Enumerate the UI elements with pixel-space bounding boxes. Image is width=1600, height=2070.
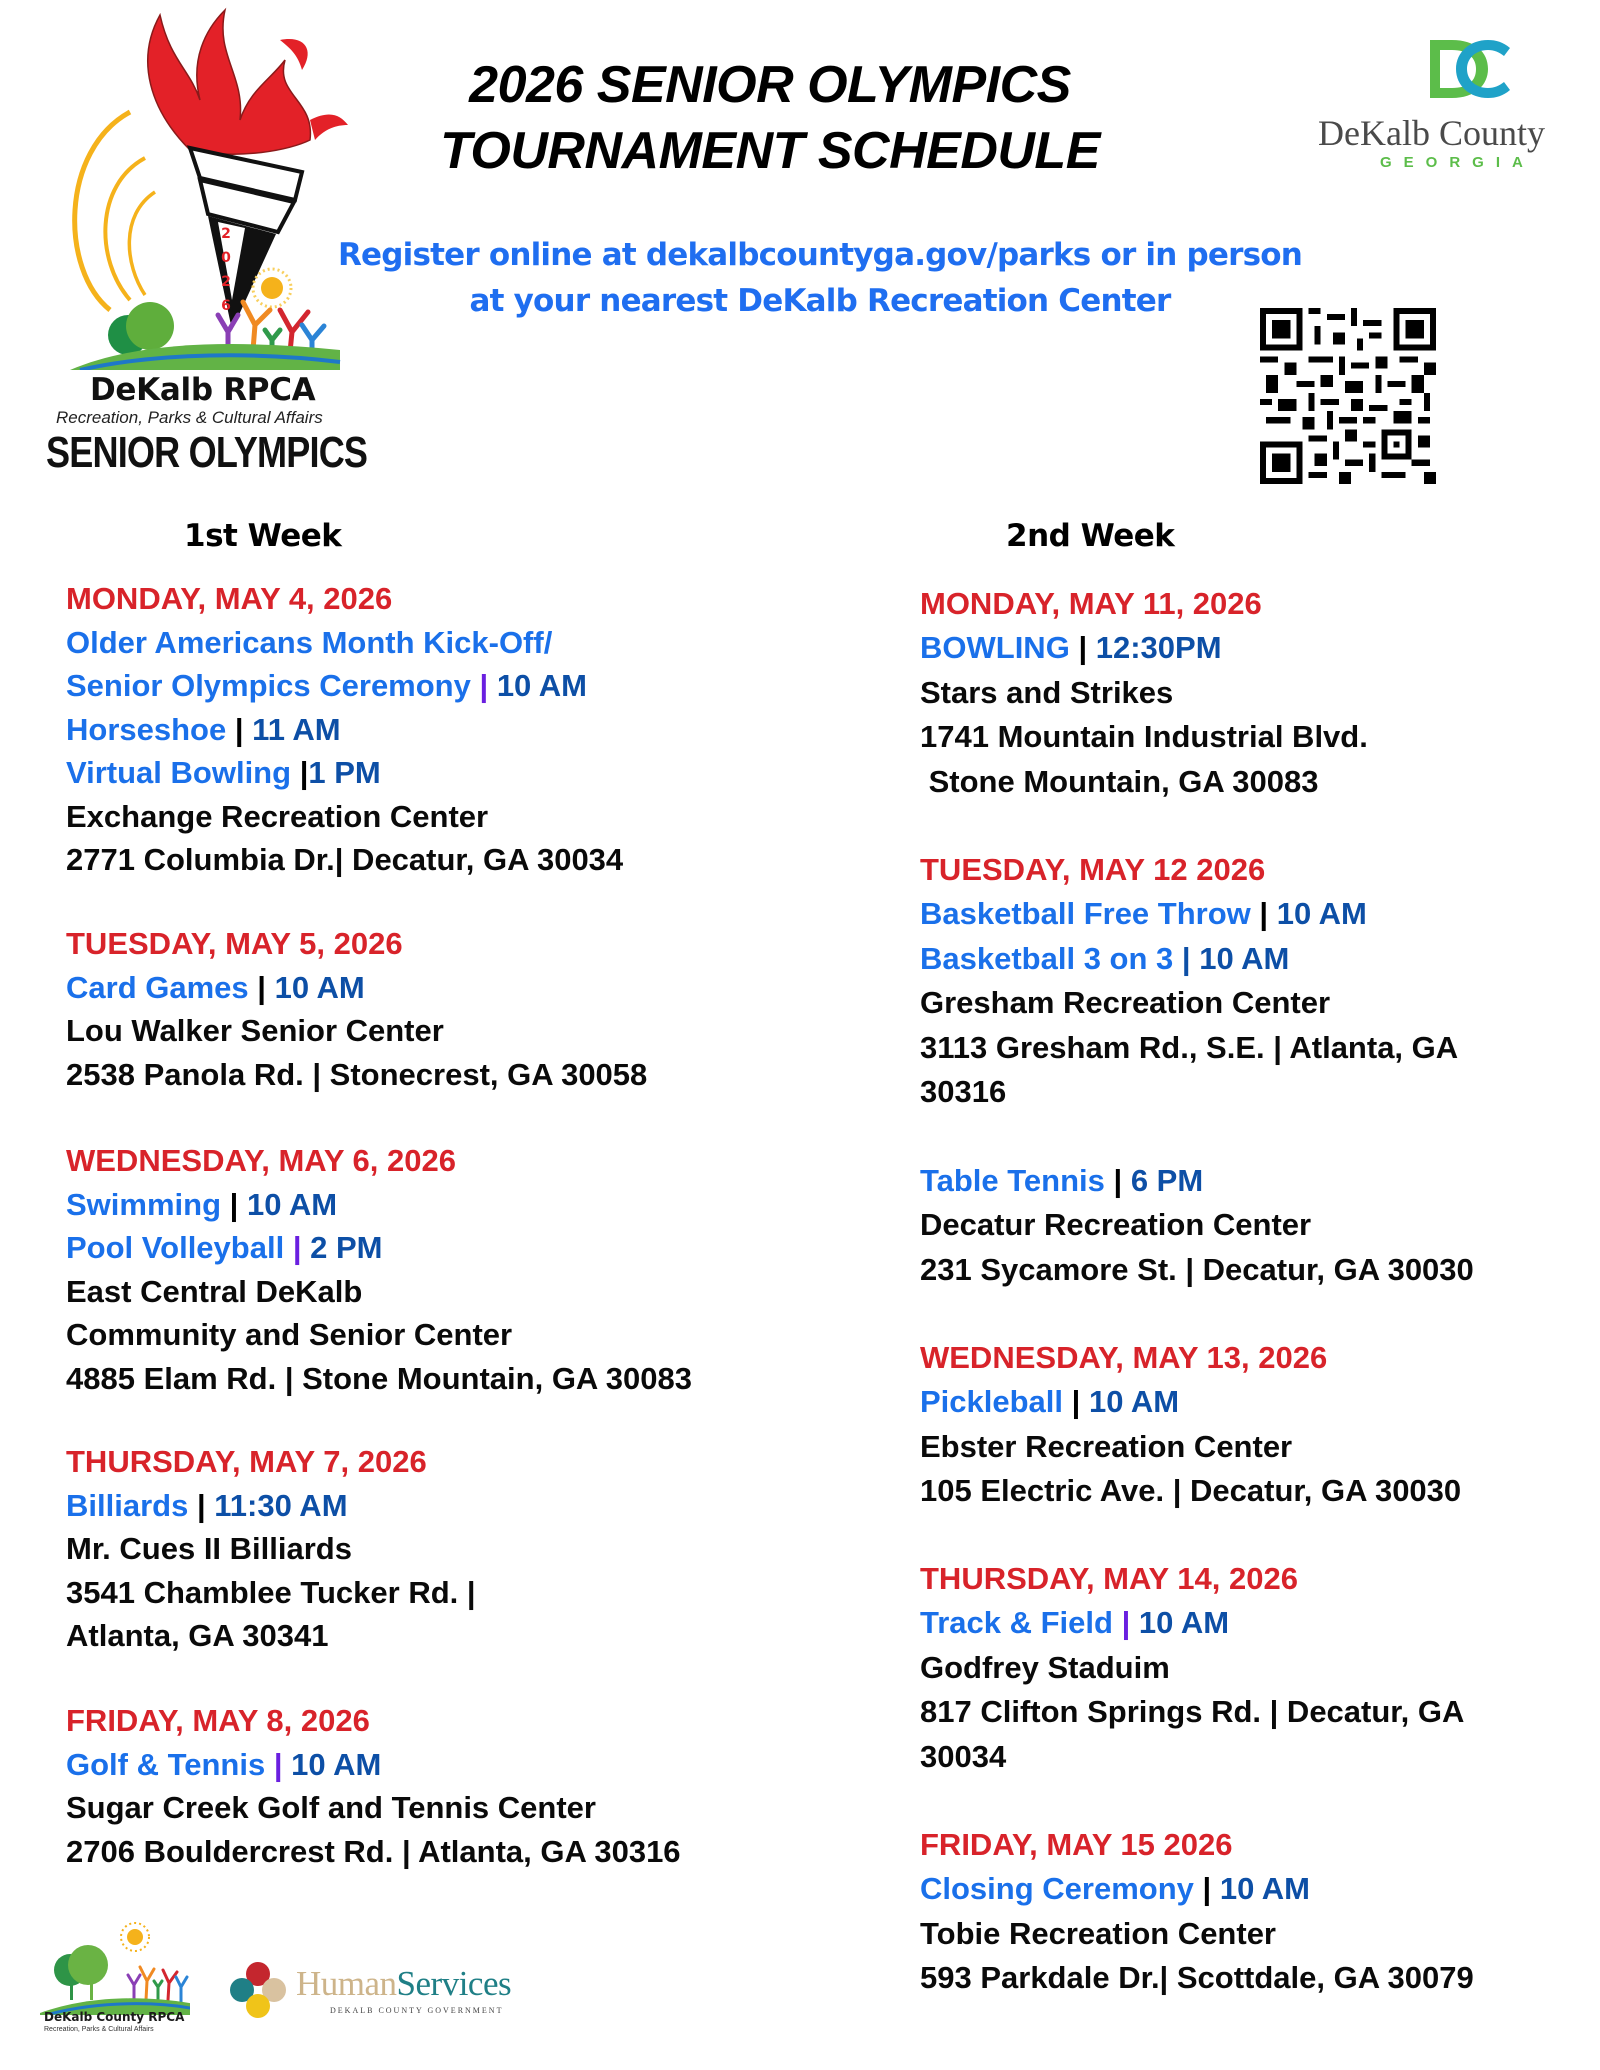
event-activity: Golf & Tennis [66,1746,266,1782]
venue-address: 2538 Panola Rd. | Stonecrest, GA 30058 [66,1056,648,1092]
registration-info [300,232,1340,324]
day-date: THURSDAY, MAY 14, 2026 [920,1561,1298,1596]
event-separator: | [1181,940,1191,976]
event-separator: | [1121,1605,1131,1641]
venue-address: 817 Clifton Springs Rd. | Decatur, GA [920,1694,1465,1730]
day-section [920,1557,1464,1779]
event-time: 10 AM [1276,896,1367,932]
day-date: THURSDAY, MAY 7, 2026 [66,1444,427,1479]
event-separator: | [273,1746,283,1782]
venue-name: East Central DeKalb [66,1273,363,1309]
event-activity: Pickleball [920,1384,1064,1420]
venue-city: Stone Mountain, GA 30083 [920,763,1319,799]
day-section [920,582,1368,804]
event-line [920,1601,1464,1645]
event-line [920,1159,1474,1203]
title-line-2: TOURNAMENT SCHEDULE [440,122,1100,180]
day-date: FRIDAY, MAY 15 2026 [920,1827,1233,1862]
event-time: 2 PM [310,1230,383,1265]
venue-zip: 30316 [920,1073,1007,1109]
registration-qr-code[interactable] [1260,308,1436,484]
human-services-subtitle: DEKALB COUNTY GOVERNMENT [330,2006,504,2015]
register-line-1: Register online at dekalbcountyga.gov/parks or in person [337,237,1303,273]
event-separator: | [229,1186,239,1222]
venue-name: Mr. Cues II Billiards [66,1531,352,1566]
event-line [66,1484,476,1528]
week-2-heading: 2nd Week [1006,518,1175,554]
day-date: MONDAY, MAY 11, 2026 [920,586,1262,621]
event-activity: Closing Ceremony [920,1871,1194,1907]
hands-icon [228,1960,288,2020]
event-time: 12:30PM [1095,630,1222,666]
day-section [920,848,1458,1114]
day-section [66,1440,476,1658]
dekalb-county-state: GEORGIA [1380,154,1535,171]
day-section [66,922,647,1096]
event-time: 10 AM [496,668,587,703]
event-separator: | [1078,630,1088,666]
day-section [66,1139,692,1400]
day-date: MONDAY, MAY 4, 2026 [66,581,393,616]
event-activity: Basketball Free Throw [920,896,1251,932]
senior-olympics-name: SENIOR OLYMPICS [46,428,368,477]
event-time: 11 AM [252,711,341,747]
venue-name: Sugar Creek Golf and Tennis Center [66,1790,596,1825]
human-services-name: HumanServices [296,1964,512,2003]
venue-name: Tobie Recreation Center [920,1915,1277,1951]
event-separator: | [299,755,309,790]
rpca-footer-name: DeKalb County RPCA [44,2010,185,2024]
event-time: 10 AM [1088,1384,1180,1420]
event-separator: | [257,969,266,1005]
event-activity: Table Tennis [920,1163,1105,1198]
day-section [66,1699,681,1873]
day-section [920,1823,1474,2001]
svg-text:6: 6 [221,298,231,314]
event-line [66,621,623,665]
event-separator: | [1113,1163,1123,1198]
day-section [920,1159,1474,1292]
event-activity: Older Americans Month Kick-Off/ [66,624,553,660]
event-activity: Horseshoe [66,711,227,747]
event-time: 10 AM [274,969,365,1005]
day-date: WEDNESDAY, MAY 6, 2026 [66,1143,456,1178]
event-separator: | [292,1230,302,1265]
event-activity: Card Games [66,969,249,1005]
event-time: 10 AM [246,1186,338,1222]
human-services-logo [228,1960,288,2020]
venue-name: Exchange Recreation Center [66,798,489,834]
venue-zip: 30034 [920,1738,1007,1774]
day-date: TUESDAY, MAY 5, 2026 [66,926,403,961]
event-activity: Swimming [66,1186,222,1222]
event-separator: | [1259,896,1269,932]
event-line [920,937,1458,981]
venue-address: 3113 Gresham Rd., S.E. | Atlanta, GA [920,1029,1459,1065]
event-time: 10 AM [1219,1871,1310,1907]
event-separator: | [1071,1384,1081,1420]
venue-address: 593 Parkdale Dr.| Scottdale, GA 30079 [920,1960,1474,1996]
qr-code-icon [1260,308,1436,484]
event-line [920,892,1458,936]
event-time: 11:30 AM [214,1487,348,1523]
venue-name: Godfrey Staduim [920,1649,1170,1685]
event-line [66,1743,681,1787]
page-title [420,52,1120,184]
senior-olympics-org: DeKalb RPCA [90,372,316,408]
event-separator: | [196,1487,206,1523]
day-date: WEDNESDAY, MAY 13, 2026 [920,1340,1328,1375]
venue-address: 1741 Mountain Industrial Blvd. [920,719,1368,755]
day-section [66,577,623,882]
venue-name: Stars and Strikes [920,674,1174,710]
venue-name: Decatur Recreation Center [920,1207,1312,1243]
svg-text:0: 0 [221,250,231,266]
event-activity: BOWLING [920,630,1070,666]
event-activity: Track & Field [920,1605,1113,1641]
rpca-footer-subtitle: Recreation, Parks & Cultural Affairs [44,2026,154,2033]
venue-address: 231 Sycamore St. | Decatur, GA 30030 [920,1251,1474,1287]
venue-address: 2706 Bouldercrest Rd. | Atlanta, GA 30316 [66,1833,681,1869]
event-line [920,1867,1474,1911]
event-time: 1 PM [308,755,381,790]
title-line-1: 2026 SENIOR OLYMPICS [469,56,1071,114]
week-1-heading: 1st Week [184,518,342,554]
venue-name: Lou Walker Senior Center [66,1013,444,1048]
register-line-2: at your nearest DeKalb Recreation Center [469,283,1171,319]
event-separator: | [234,711,244,747]
svg-text:2: 2 [221,274,231,290]
event-line [66,1226,692,1270]
event-line [920,626,1368,670]
venue-name: Gresham Recreation Center [920,985,1331,1021]
venue-address: 2771 Columbia Dr.| Decatur, GA 30034 [66,842,624,877]
svg-text:2: 2 [221,226,231,242]
event-activity: Virtual Bowling [66,755,292,790]
event-line [66,966,647,1010]
event-time: 10 AM [1138,1605,1230,1641]
senior-olympics-subtitle: Recreation, Parks & Cultural Affairs [56,408,323,427]
event-activity: Senior Olympics Ceremony [66,668,471,703]
venue-address: 3541 Chamblee Tucker Rd. | [66,1574,476,1610]
venue-address: 105 Electric Ave. | Decatur, GA 30030 [920,1473,1462,1509]
event-activity: Billiards [66,1487,189,1523]
venue-name: Ebster Recreation Center [920,1428,1293,1464]
dekalb-county-name: DeKalb County [1318,113,1545,153]
event-line [66,1183,692,1227]
event-line [920,1380,1461,1424]
event-line [66,751,623,795]
rpca-park-icon [30,1915,190,2015]
venue-name-cont: Community and Senior Center [66,1317,513,1352]
day-section [920,1336,1461,1514]
dc-monogram-icon [1310,30,1580,110]
event-time: 10 AM [1199,940,1290,976]
day-date: FRIDAY, MAY 8, 2026 [66,1703,370,1738]
venue-city: Atlanta, GA 30341 [66,1618,329,1653]
event-activity: Pool Volleyball [66,1230,285,1265]
venue-address: 4885 Elam Rd. | Stone Mountain, GA 30083 [66,1360,692,1396]
event-time: 6 PM [1130,1163,1204,1198]
event-separator: | [1202,1871,1212,1907]
event-time: 10 AM [291,1746,382,1782]
rpca-footer-logo [30,1915,190,2025]
event-separator: | [479,668,489,703]
event-activity: Basketball 3 on 3 [920,940,1174,976]
event-line [66,664,623,708]
event-line [66,708,623,752]
day-date: TUESDAY, MAY 12 2026 [920,852,1266,887]
